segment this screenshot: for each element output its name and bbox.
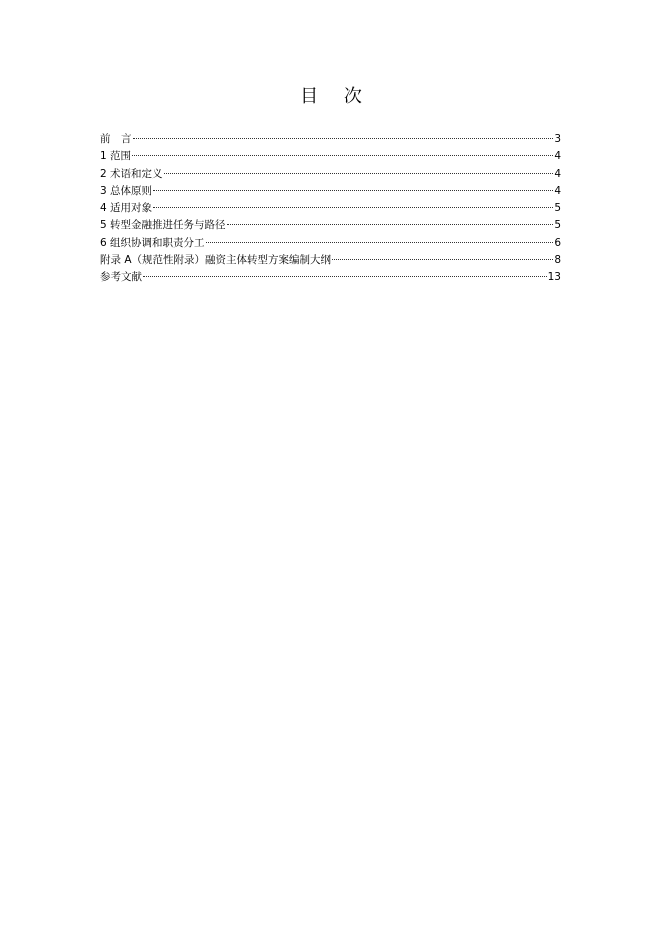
toc-entry-label: 附录 A（规范性附录）融资主体转型方案编制大纲 [100, 254, 332, 267]
toc-dot-leader [133, 138, 554, 139]
toc-entry-label: 6 组织协调和职责分工 [100, 236, 205, 249]
toc-dot-leader [332, 259, 553, 260]
toc-entry-page: 13 [547, 271, 561, 284]
toc-entry-page: 3 [554, 133, 561, 145]
toc-entry-page: 6 [554, 236, 561, 249]
toc-entry-label: 前 言 [100, 133, 132, 145]
toc-entry-label: 5 转型金融推进任务与路径 [100, 219, 226, 232]
toc-entry-applicable-objects[interactable] [100, 200, 561, 217]
toc-dot-leader [206, 242, 554, 243]
toc-entry-principles[interactable] [100, 183, 561, 200]
toc-entry-label: 3 总体原则 [100, 184, 153, 197]
toc-dot-leader [143, 276, 547, 277]
toc-entry-label: 4 适用对象 [100, 202, 153, 215]
toc-entry-appendix-a[interactable] [100, 252, 561, 269]
toc-dot-leader [164, 173, 554, 174]
toc-entry-scope[interactable] [100, 148, 561, 165]
toc-list [100, 131, 561, 287]
toc-entry-page: 5 [554, 219, 561, 232]
toc-entry-label: 1 范围 [100, 150, 132, 163]
toc-dot-leader [153, 207, 553, 208]
toc-dot-leader [153, 190, 553, 191]
toc-entry-tasks-paths[interactable] [100, 217, 561, 234]
toc-dot-leader [227, 224, 554, 225]
toc-dot-leader [132, 155, 553, 156]
toc-entry-page: 4 [554, 184, 561, 197]
toc-entry-page: 4 [554, 150, 561, 163]
toc-entry-terms[interactable] [100, 166, 561, 183]
toc-entry-coordination[interactable] [100, 235, 561, 252]
toc-entry-foreword[interactable] [100, 131, 561, 148]
toc-entry-label: 参考文献 [100, 271, 142, 284]
toc-entry-references[interactable] [100, 269, 561, 286]
toc-entry-page: 8 [554, 254, 561, 267]
toc-entry-page: 4 [554, 167, 561, 180]
toc-entry-page: 5 [554, 202, 561, 215]
toc-entry-label: 2 术语和定义 [100, 167, 163, 180]
toc-title: 目 次 [300, 86, 372, 107]
